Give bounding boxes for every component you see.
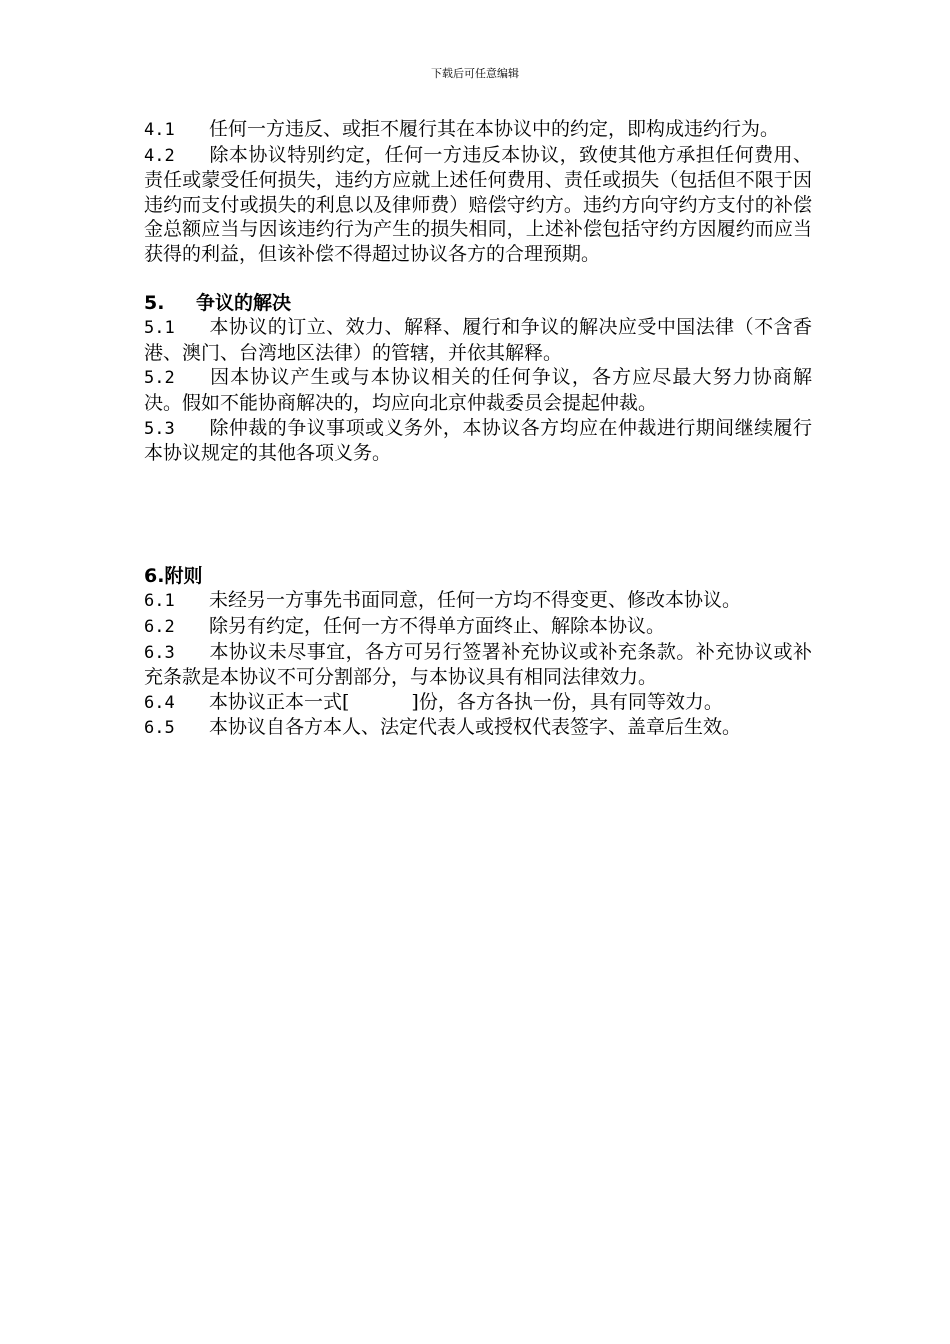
clause-4-2 <box>144 143 812 267</box>
clause-text: 除另有约定，任何一方不得单方面终止、解除本协议。 <box>209 614 666 637</box>
clause-text: 本协议未尽事宜，各方可另行签署补充协议或补充条款。补充协议或补充条款是本协议不可分割部分，与本协议具有相同法律效力。 <box>144 640 812 689</box>
section-6-title: 6.附则 <box>144 564 203 587</box>
spacer <box>144 466 812 564</box>
clause-5-3 <box>144 416 812 466</box>
clause-number: 6.3 <box>144 642 175 663</box>
clause-5-2 <box>144 365 812 415</box>
clause-number: 5.3 <box>144 418 175 439</box>
clause-text-before: 本协议正本一式[ <box>209 690 350 713</box>
clause-text: 除仲裁的争议事项或义务外，本协议各方均应在仲裁进行期间继续履行本协议规定的其他各项义务。 <box>144 416 812 465</box>
clause-4-1 <box>144 117 812 143</box>
clause-number: 5.2 <box>144 368 175 389</box>
clause-number: 6.4 <box>144 692 175 713</box>
clause-6-3 <box>144 640 812 690</box>
section-5-title <box>144 291 812 316</box>
clause-5-1 <box>144 315 812 365</box>
clause-text: 任何一方违反、或拒不履行其在本协议中的约定，即构成违约行为。 <box>209 118 780 140</box>
clause-text: 本协议自各方本人、法定代表人或授权代表签字、盖章后生效。 <box>209 716 742 739</box>
spacer <box>144 267 812 291</box>
clause-number: 6.1 <box>144 591 175 612</box>
document-body <box>144 117 812 741</box>
clause-6-4 <box>144 690 812 716</box>
clause-6-2 <box>144 614 812 640</box>
section-number: 5. <box>144 291 165 314</box>
clause-number: 4.1 <box>144 120 175 140</box>
clause-text: 因本协议产生或与本协议相关的任何争议，各方应尽最大努力协商解决。假如不能协商解决的，均应向北京仲裁委员会提起仲裁。 <box>144 366 812 414</box>
clause-number: 6.5 <box>144 718 175 739</box>
page-header: 下载后可任意编辑 <box>431 67 519 80</box>
clause-number: 6.2 <box>144 616 175 637</box>
clause-text: 除本协议特别约定，任何一方违反本协议，致使其他方承担任何费用、责任或蒙受任何损失，违约方应就上述任何费用、责任或损失（包括但不限于因违约而支付或损失的利息以及律师费）赔偿守约方。违约方向守约方支付的补偿金总额应当与因该违约行为产生的损失相同，上述补偿包括守约方因履约而应当获得的利益，但该补偿不得超过协议各方的合理预期。 <box>144 143 812 265</box>
clause-6-1 <box>144 588 812 614</box>
clause-text: 未经另一方事先书面同意，任何一方均不得变更、修改本协议。 <box>209 589 742 612</box>
clause-number: 4.2 <box>144 145 175 166</box>
section-title-text: 争议的解决 <box>196 291 292 314</box>
clause-number: 5.1 <box>144 318 175 339</box>
clause-6-5 <box>144 715 812 741</box>
clause-text-after: ]份，各方各执一份，具有同等效力。 <box>411 690 723 713</box>
clause-text: 本协议的订立、效力、解释、履行和争议的解决应受中国法律（不含香港、澳门、台湾地区法律）的管辖，并依其解释。 <box>144 316 812 364</box>
